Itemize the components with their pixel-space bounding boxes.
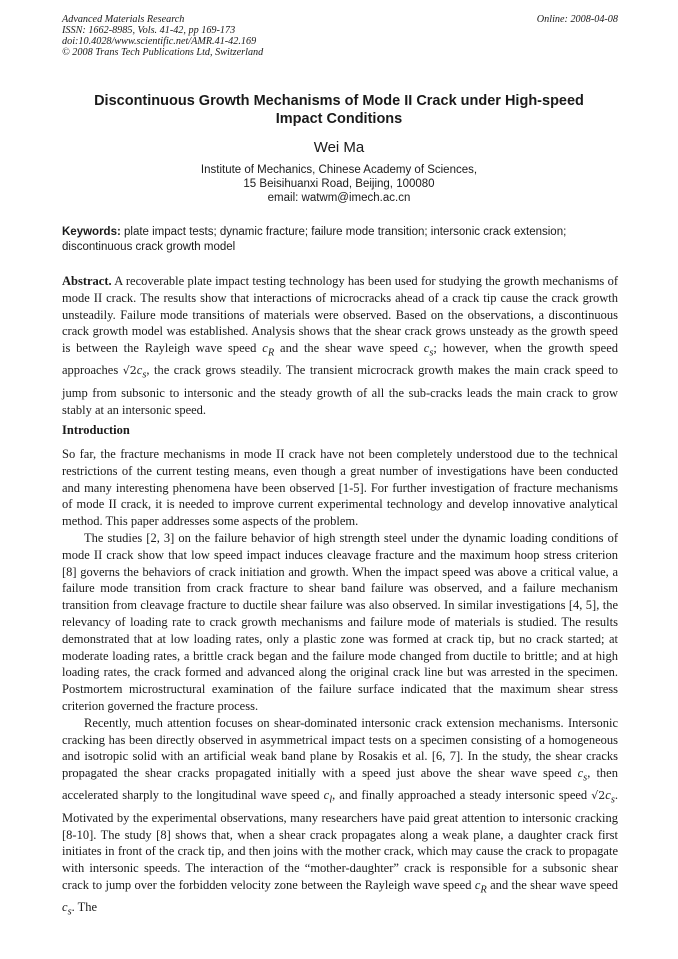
- doi: doi:10.4028/www.scientific.net/AMR.41-42.169: [62, 36, 257, 47]
- title-line-2: Impact Conditions: [275, 111, 403, 127]
- journal-header: [62, 14, 618, 58]
- symbol-sub: s: [67, 906, 72, 918]
- symbol-c: c: [577, 766, 584, 781]
- symbol-sub: R: [480, 884, 487, 896]
- abstract: [62, 273, 618, 418]
- para3-text-d: . Motivated by the experimental observations, many researchers have paid great attention to intersonic cracking [8-10]. The study [8] shows that, when a shear crack propagates along a weak plane, a daughter crack first initiates in front of the crack tip, and then joins with the mother crack, which may cause the crack to propagate with intersonic speeds. The interaction of the “mother-daughter” crack is responsible for a subsonic shear crack to jump over the forbidden velocity zone between the Rayleigh wave speed: [62, 788, 618, 892]
- symbol-c: c: [605, 788, 611, 803]
- sqrt-symbol: √2: [122, 364, 137, 378]
- institute: Institute of Mechanics, Chinese Academy of Sciences,: [200, 164, 478, 176]
- journal-name: Advanced Materials Research: [62, 14, 185, 25]
- symbol-c: c: [62, 900, 68, 915]
- symbol-c: c: [474, 877, 481, 892]
- abstract-text-4: , the crack grows steadily. The transient microcrack growth makes the main crack speed to jump from subsonic to intersonic and the steady growth of all the sub-cracks leads the main crack to grow stably at an intersonic speed.: [62, 363, 618, 417]
- symbol-cl: [323, 788, 333, 806]
- para3-text-c: , and finally approached a steady intersonic speed: [332, 788, 592, 803]
- intro-paragraph-2: The studies [2, 3] on the failure behavior of high strength steel under the dynamic loading conditions of mode II crack show that low speed impact induces cleavage fracture and the maximum hoop stress criterion [8] governs the behaviors of crack initiation and growth. When the impact speed was above a critical value, a failure mode transition from crack fracture to shear band failure was observed, and a failure mechanism transition from cleavage fracture to ductile shear failure was also observed. In similar investigations [4, 5], the relevancy of loading rate to crack growth mechanisms and failure mode of materials is studied. The results demonstrated that at low loading rates, only a plastic zone was formed at crack tip, but no crack started; at moderate loading rates, a brittle crack began and the failure mode changed from ductile to brittle; and at high loading rates, the crack formed and advanced along the original crack line but was arrested in the specimen. Postmortem microstructural examination of the failure surface indicated that the maximum shear stress criterion governed the fracture process.: [62, 530, 618, 713]
- symbol-cs: [605, 788, 615, 806]
- symbol-sub: s: [142, 369, 147, 381]
- intro-paragraph-1: So far, the fracture mechanisms in mode II crack have not been completely understood due to the technical restrictions of the current testing means, even though a great number of investigations have been conducted and many interesting phenomena have been observed [1-5]. For further investigation of fracture mechanisms of mode II crack, it is needed to improve current experimental technology and develop innovative analytical method. This paper addresses some aspects of the problem.: [62, 447, 618, 529]
- symbol-cs: [423, 341, 434, 359]
- address: 15 Beisihuanxi Road, Beijing, 100080: [243, 178, 435, 190]
- para3-text-a: Recently, much attention focuses on shear-dominated intersonic crack extension mechanisms. Intersonic cracking has been directly observed in asymmetrical impact tests on a specimen consisting of a homogeneous and isotropic solid with an artificial weak band plane by Rosakis et al. [6, 7]. In the study, the shear cracks propagated the shear cracks propagated initially with a speed just above the shear wave speed: [62, 715, 618, 781]
- keywords-text: plate impact tests; dynamic fracture; failure mode transition; intersonic crack extension; discontinuous crack growth model: [62, 226, 567, 253]
- email: email: watwm@imech.ac.cn: [267, 192, 411, 204]
- keywords-label: Keywords:: [62, 226, 121, 238]
- abstract-text-2: and the shear wave speed: [274, 341, 424, 356]
- symbol-sub: s: [610, 794, 615, 806]
- issn: ISSN: 1662-8985, Vols. 41-42, pp 169-173: [62, 25, 236, 36]
- symbol-c: c: [262, 341, 268, 356]
- title-line-1: Discontinuous Growth Mechanisms of Mode II Crack under High-speed: [94, 93, 584, 109]
- intro-paragraph-3: [62, 715, 618, 922]
- keywords: [62, 225, 618, 254]
- author-name: Wei Ma: [313, 139, 365, 156]
- symbol-cR: [262, 341, 275, 359]
- introduction-body: [62, 446, 618, 922]
- abstract-text-1: A recoverable plate impact testing technology has been used for studying the growth mechanisms of mode II crack. The results show that interactions of microcracks ahead of a crack tip cause the crack growth unsteadily. Failure mode transitions of materials were observed. Based on the observations, a discontinuous crack growth model was established. Analysis shows that the shear crack grows unsteady as the growth speed is between the Rayleigh wave speed: [62, 274, 618, 356]
- symbol-cs: [577, 766, 588, 784]
- symbol-c: c: [423, 341, 430, 356]
- para3-text-b: , then accelerated sharply to the longitudinal wave speed: [62, 766, 618, 803]
- abstract-label: Abstract.: [62, 274, 112, 288]
- symbol-sub: s: [583, 772, 588, 784]
- symbol-cs: [136, 363, 147, 381]
- symbol-sub: R: [267, 347, 275, 359]
- para3-text-f: . The: [71, 900, 98, 915]
- symbol-c: c: [323, 788, 330, 803]
- affiliation: [0, 163, 678, 205]
- online-date: Online: 2008-04-08: [536, 14, 618, 25]
- symbol-sub: l: [329, 794, 333, 806]
- symbol-c: c: [136, 363, 143, 378]
- symbol-cR: [474, 877, 487, 896]
- symbol-sub: s: [429, 347, 434, 359]
- symbol-cs: [62, 900, 72, 918]
- para3-text-e: and the shear wave speed: [486, 877, 618, 892]
- copyright: © 2008 Trans Tech Publications Ltd, Switzerland: [62, 47, 264, 58]
- abstract-text-3: ; however, when the growth speed approaches: [62, 341, 618, 378]
- sqrt-symbol: √2: [591, 789, 606, 803]
- paper-title: [40, 92, 638, 128]
- introduction-heading: Introduction: [62, 423, 130, 437]
